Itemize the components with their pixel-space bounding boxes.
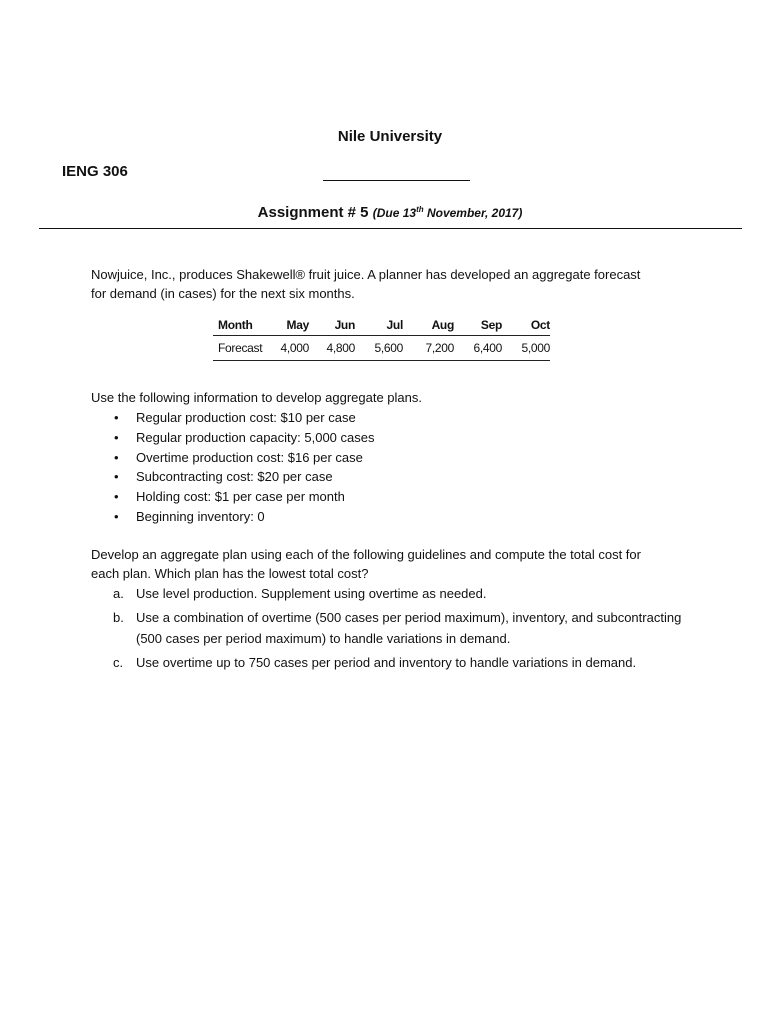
bullet-icon: • [114, 449, 119, 465]
forecast-cell: 5,000 [502, 336, 550, 361]
list-item [111, 448, 374, 468]
bullet-text: Regular production cost: $10 per case [136, 410, 356, 425]
bullet-icon: • [114, 508, 119, 524]
list-item [113, 652, 683, 673]
header-divider [39, 228, 742, 229]
bullet-text: Beginning inventory: 0 [136, 508, 265, 524]
header-label: Month [213, 315, 268, 336]
plan-text: Use level production. Supplement using overtime as needed. [136, 586, 487, 601]
plan-letter: b. [113, 610, 124, 625]
plan-list [113, 583, 683, 676]
bullet-text: Holding cost: $1 per case per month [136, 489, 345, 505]
plan-letter: a. [113, 586, 124, 601]
list-item [111, 487, 374, 507]
table-header-row [213, 315, 550, 336]
bullet-text: Subcontracting cost: $20 per case [136, 469, 333, 485]
list-item [113, 583, 683, 604]
month-cell: Jun [309, 315, 355, 336]
bullet-icon: • [114, 489, 119, 505]
month-cell: May [268, 315, 309, 336]
due-prefix: (Due 13 [372, 206, 417, 220]
plan-text: Use overtime up to 750 cases per period and inventory to handle variations in demand. [136, 655, 637, 670]
due-suffix: November, 2017) [423, 206, 523, 220]
info-intro: Use the following information to develop aggregate plans. [91, 390, 422, 405]
university-title: Nile University [337, 128, 443, 145]
develop-paragraph [91, 545, 691, 583]
intro-line-1: Nowjuice, Inc., produces Shakewell® fruit juice. A planner has developed an aggregate forecast [91, 267, 641, 282]
list-item [111, 428, 374, 448]
plan-text: Use a combination of overtime (500 cases per period maximum), inventory, and subcontracting (500 cases per period maximum) to handle variations in demand. [136, 610, 682, 646]
forecast-cell: 4,800 [309, 336, 355, 361]
month-cell: Jul [355, 315, 403, 336]
bullet-icon: • [114, 429, 119, 445]
list-item [111, 467, 374, 487]
list-item [111, 507, 374, 527]
forecast-cell: 7,200 [403, 336, 454, 361]
plan-letter: c. [113, 655, 124, 670]
forecast-cell: 6,400 [454, 336, 502, 361]
assignment-number: Assignment # 5 [257, 204, 369, 221]
due-sup: th [416, 205, 424, 214]
list-item [113, 607, 683, 649]
table-row [213, 336, 550, 361]
intro-line-2: for demand (in cases) for the next six months. [91, 286, 355, 301]
list-item [111, 408, 374, 428]
forecast-cell: 5,600 [355, 336, 403, 361]
bullet-text: Regular production capacity: 5,000 cases [136, 429, 375, 445]
assignment-title [0, 204, 768, 221]
bullet-icon: • [114, 410, 119, 425]
month-cell: Oct [502, 315, 550, 336]
develop-line-1: Develop an aggregate plan using each of the following guidelines and compute the total cost for [91, 547, 641, 562]
due-date [373, 206, 523, 220]
bullet-text: Overtime production cost: $16 per case [136, 449, 363, 465]
course-code: IENG 306 [62, 163, 128, 180]
row-label: Forecast [213, 336, 268, 361]
month-cell: Sep [454, 315, 502, 336]
month-cell: Aug [403, 315, 454, 336]
develop-line-2: each plan. Which plan has the lowest total cost? [91, 566, 369, 581]
bullet-icon: • [114, 469, 119, 485]
intro-paragraph [91, 265, 691, 303]
name-blank-line [323, 180, 470, 181]
forecast-cell: 4,000 [268, 336, 309, 361]
forecast-table [213, 315, 550, 361]
cost-bullet-list [111, 408, 374, 527]
